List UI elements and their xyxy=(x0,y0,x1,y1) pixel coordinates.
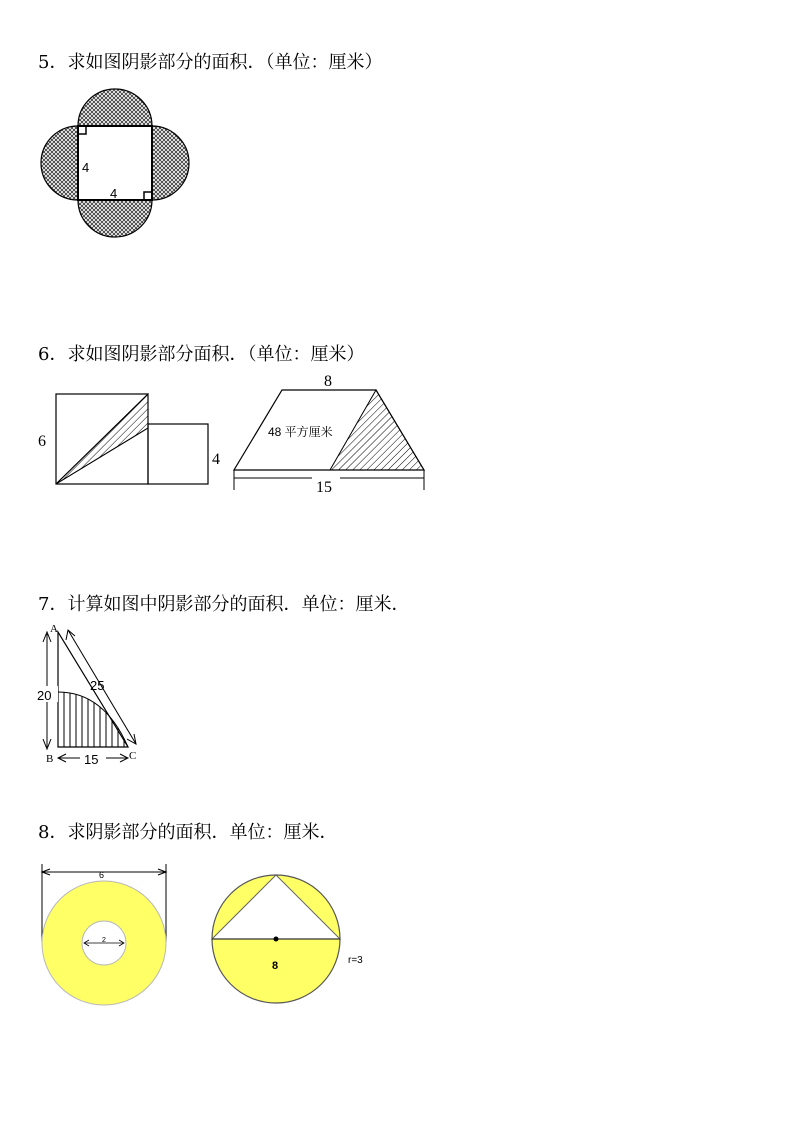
q5-label-bottom: 4 xyxy=(110,186,118,201)
q7-label-25: 25 xyxy=(90,678,105,693)
figure-q7-right-triangle xyxy=(34,620,154,770)
q7-label-20: 20 xyxy=(37,688,52,703)
q6-shaded-triangle-right xyxy=(330,390,424,470)
figure-q8-circle-triangle xyxy=(205,860,375,1010)
question-7-text: 7．计算如图中阴影部分的面积．单位：厘米． xyxy=(38,594,410,615)
q6-label-6: 6 xyxy=(38,433,46,450)
q6-label-15: 15 xyxy=(316,479,332,496)
semicircle-top xyxy=(78,89,152,126)
question-8-text: 8．求阴影部分的面积．单位：厘米． xyxy=(38,822,338,843)
semicircle-right xyxy=(152,126,189,200)
q6-area-label: 48 平方厘米 xyxy=(268,425,333,439)
semicircle-left xyxy=(41,126,78,200)
figure-q8-ring xyxy=(36,860,176,1010)
q5-label-left: 4 xyxy=(82,160,90,175)
q7-point-B: B xyxy=(46,753,54,765)
q6-label-4: 4 xyxy=(212,451,220,468)
figure-q6-two-squares xyxy=(34,388,234,490)
q6-label-8: 8 xyxy=(324,373,332,390)
small-square xyxy=(148,424,208,484)
q7-point-A: A xyxy=(50,623,58,635)
question-5-text: 5．求如图阴影部分的面积．（单位：厘米） xyxy=(38,52,383,73)
q8-radius-label: r=3 xyxy=(348,955,363,966)
q7-label-15: 15 xyxy=(84,752,99,767)
question-6-text: 6．求如图阴影部分面积．（单位：厘米） xyxy=(38,344,365,365)
q8-inner-label: 2 xyxy=(102,937,106,944)
semicircle-bottom xyxy=(78,200,152,237)
q8-center-label: 8 xyxy=(272,960,279,972)
q7-point-C: C xyxy=(129,750,137,762)
figure-q6-trapezoid xyxy=(228,368,438,498)
figure-q5-square-with-semicircles xyxy=(36,88,196,240)
q7-shaded-region xyxy=(58,690,130,748)
q8-outer-label: 6 xyxy=(99,870,105,880)
